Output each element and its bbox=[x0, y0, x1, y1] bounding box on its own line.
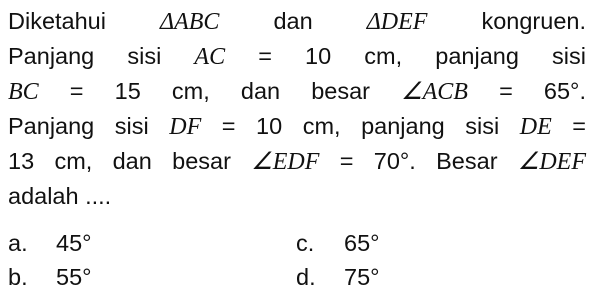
text-segment: Panjang sisi bbox=[8, 113, 170, 139]
question-line-6 bbox=[8, 179, 586, 213]
text-segment: dan bbox=[219, 8, 367, 34]
text-segment: = 70°. Besar bbox=[319, 148, 518, 174]
text-segment: 13 cm, dan besar bbox=[8, 148, 252, 174]
side-ac: AC bbox=[194, 44, 226, 70]
side-bc: BC bbox=[8, 79, 39, 105]
question-line-3 bbox=[8, 74, 586, 109]
question-line-2 bbox=[8, 39, 586, 74]
text-segment: Panjang sisi bbox=[8, 43, 195, 69]
question-line-4 bbox=[8, 109, 586, 144]
option-letter: c. bbox=[296, 230, 315, 256]
text-segment: kongruen. bbox=[427, 8, 586, 34]
option-c[interactable] bbox=[296, 226, 380, 260]
text-segment: = 10 cm, panjang sisi bbox=[201, 113, 520, 139]
side-df: DF bbox=[169, 114, 202, 140]
text-segment: Diketahui bbox=[8, 8, 160, 34]
option-d[interactable] bbox=[296, 260, 380, 294]
triangle-def: ΔDEF bbox=[366, 9, 428, 35]
angle-acb: ∠ACB bbox=[401, 79, 468, 105]
text-segment: = 65°. bbox=[467, 78, 586, 104]
option-a[interactable] bbox=[8, 226, 92, 260]
option-value: 45° bbox=[56, 230, 92, 256]
option-value: 55° bbox=[56, 264, 92, 290]
question-line-1 bbox=[8, 4, 586, 39]
option-letter: b. bbox=[8, 264, 28, 290]
option-value: 75° bbox=[344, 264, 380, 290]
triangle-abc: ΔABC bbox=[160, 9, 220, 35]
option-letter: a. bbox=[8, 230, 28, 256]
angle-def: ∠DEF bbox=[517, 149, 586, 175]
text-segment: adalah .... bbox=[8, 183, 112, 209]
question-text bbox=[8, 4, 586, 213]
option-b[interactable] bbox=[8, 260, 92, 294]
side-de: DE bbox=[519, 114, 552, 140]
angle-edf: ∠EDF bbox=[251, 149, 320, 175]
text-segment: = 10 cm, panjang sisi bbox=[225, 43, 586, 69]
text-segment: = 15 cm, dan besar bbox=[38, 78, 402, 104]
text-segment: = bbox=[551, 113, 586, 139]
option-letter: d. bbox=[296, 264, 316, 290]
option-value: 65° bbox=[344, 230, 380, 256]
question-line-5 bbox=[8, 144, 586, 179]
